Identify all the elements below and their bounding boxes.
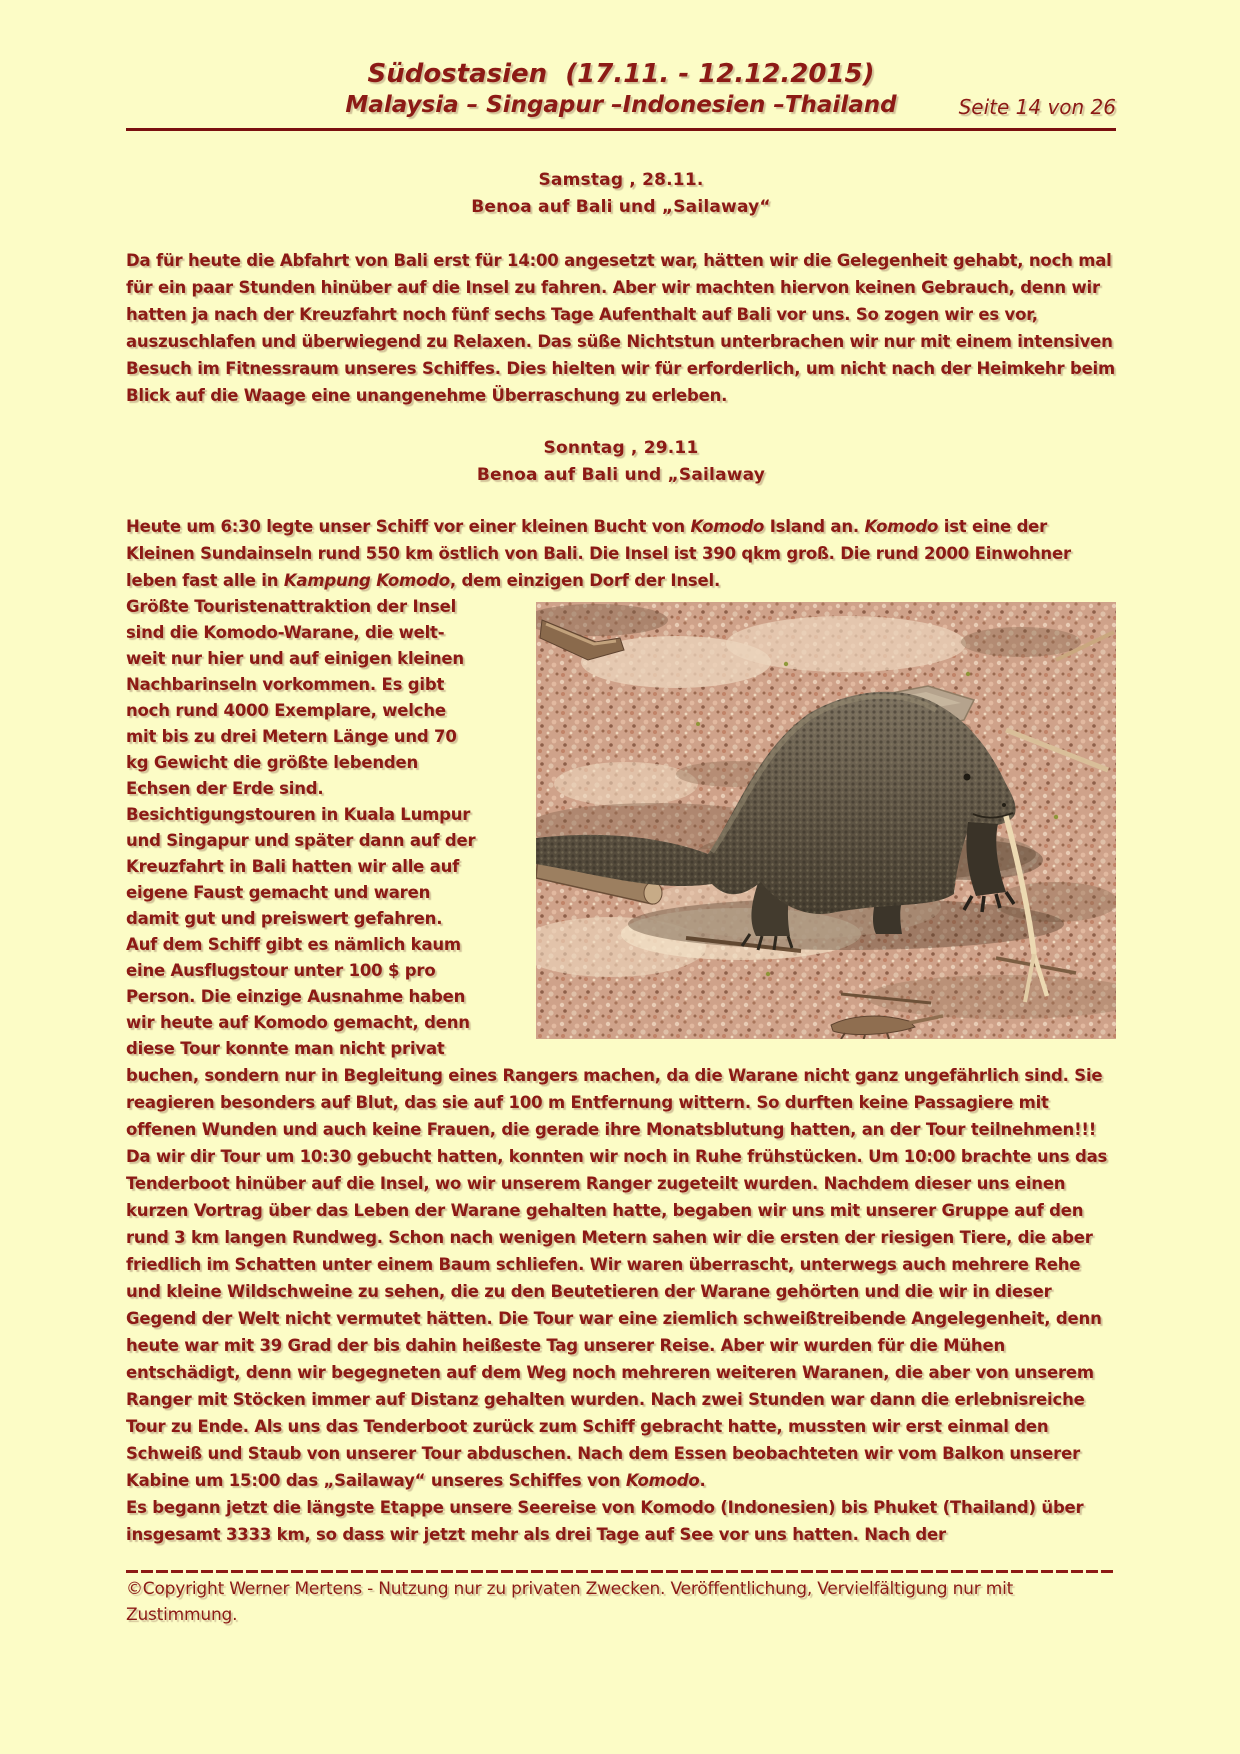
page-footer	[126, 1570, 1116, 1628]
paragraph-tour: Da wir dir Tour um 10:30 gebucht hatten, konnten wir noch in Ruhe frühstücken. Um 10:00 brachte uns das Tenderboot hinüber auf die Insel, wo wir unserem Ranger zugeteilt wurden. Nachdem dieser uns einen kurzen Vortrag über das Leben der Warane gehalten hatte, begaben wir uns mit unserer Gruppe auf den rund 3 km langen Rundweg. Schon nach wenigen Metern sahen wir die ersten der riesigen Tiere, die aber friedlich im Schatten unter einem Baum schliefen. Wir waren überrascht, unterwegs auch mehrere Rehe und kleine Wildschweine zu sehen, die zu den Beutetieren der Warane gehörten und die wir in dieser Gegend der Welt nicht vermutet hätten. Die Tour war eine ziemlich schweißtreibende Angelegenheit, denn heute war mit 39 Grad der bis dahin heißeste Tag unserer Reise. Aber wir wurden für die Mühen entschädigt, denn wir begegneten auf dem Weg noch mehreren weiteren Waranen, die aber von unserem Ranger mit Stöcken immer auf Distanz gehalten wurden. Nach zwei Stunden war dann die erlebnisreiche Tour zu Ende. Als uns das Tenderboot zurück zum Schiff gebracht hatte, mussten wir erst einmal den Schweiß und Staub von unserer Tour abduschen. Nach dem Essen beobachteten wir vom Balkon unserer Kabine um 15:00 das „Sailaway“ unseres Schiffes von Komodo.	[126, 1147, 1108, 1490]
text-line: Kreuzfahrt in Bali hatten wir alle auf	[126, 857, 460, 876]
photo-text-row	[126, 594, 1116, 1062]
komodo-dragon-photo-image	[536, 602, 1116, 1039]
heading-saturday	[126, 167, 1116, 221]
text-line: kg Gewicht die größte lebenden	[126, 753, 419, 772]
text-line: und Singapur und später dann auf der	[126, 831, 476, 850]
text-line: diese Tour konnte man nicht privat	[126, 1039, 445, 1058]
text-line: mit bis zu drei Metern Länge und 70	[126, 727, 457, 746]
dragon-eye	[964, 774, 971, 781]
text-line: wir heute auf Komodo gemacht, denn	[126, 1013, 470, 1032]
report-subtitle: Malaysia – Singapur –Indonesien –Thailand	[345, 92, 897, 118]
text-line: damit gut und preiswert gefahren.	[126, 909, 443, 928]
text-line: Besichtigungstouren in Kuala Lumpur	[126, 805, 471, 824]
report-subtitle-row	[126, 90, 1116, 120]
text-line: Auf dem Schiff gibt es nämlich kaum	[126, 935, 461, 954]
text-line: weit nur hier und auf einigen kleinen	[126, 649, 464, 668]
paragraph-ranger: buchen, sondern nur in Begleitung eines Rangers machen, da die Warane nicht ganz ungefährlich sind. Sie reagieren besonders auf Blut, das sie auf 100 m Entfernung wittern. So durften keine Passagiere mit offenen Wunden und auch keine Frauen, die gerade ihre Monatsblutung hatten, an der Tour teilnehmen!!!	[126, 1066, 1103, 1139]
text-line: Nachbarinseln vorkommen. Es gibt	[126, 675, 445, 694]
komodo-dragon-photo	[536, 602, 1116, 1039]
text-line: Person. Die einzige Ausnahme haben	[126, 987, 466, 1006]
report-title: Südostasien (17.11. - 12.12.2015)	[367, 59, 875, 89]
text-line: Echsen der Erde sind.	[126, 779, 324, 798]
footer-divider	[126, 1570, 1116, 1573]
text-line: noch rund 4000 Exemplare, welche	[126, 701, 446, 720]
page-number: Seite 14 von 26	[958, 95, 1116, 119]
text-line: eine Ausflugstour unter 100 $ pro	[126, 961, 436, 980]
heading-saturday-date: Samstag , 28.11.	[538, 170, 704, 190]
paragraph-sunday-intro: Heute um 6:30 legte unser Schiff vor einer kleinen Bucht von Komodo Island an. Komodo ist eine der Kleinen Sundainseln rund 550 km östlich von Bali. Die Insel ist 390 qkm groß. Die rund 2000 Einwohner leben fast alle in Kampung Komodo, dem einzigen Dorf der Insel.	[126, 517, 1071, 590]
paragraph-saturday: Da für heute die Abfahrt von Bali erst für 14:00 angesetzt war, hätten wir die Gelegenheit gehabt, noch mal für ein paar Stunden hinüber auf die Insel zu fahren. Aber wir machten hiervon keinen Gebrauch, denn wir hatten ja nach der Kreuzfahrt noch fünf sechs Tage Aufenthalt auf Bali vor uns. So zogen wir es vor, auszuschlafen und überwiegend zu Relaxen. Das süße Nichtstun unterbrachen wir nur mit einem intensiven Besuch im Fitnessraum unseres Schiffes. Dies hielten wir für erforderlich, um nicht nach der Heimkehr beim Blick auf die Waage eine unangenehme Überraschung zu erleben.	[126, 251, 1116, 405]
heading-saturday-place: Benoa auf Bali und „Sailaway“	[471, 197, 771, 217]
page-header	[126, 58, 1116, 131]
heading-sunday-place: Benoa auf Bali und „Sailaway	[476, 465, 766, 485]
text-line: eigene Faust gemacht und waren	[126, 883, 431, 902]
heading-sunday	[126, 435, 1116, 489]
text-line: sind die Komodo-Warane, die welt-	[126, 623, 445, 642]
copyright-notice: ©Copyright Werner Mertens - Nutzung nur zu privaten Zwecken. Veröffentlichung, Vervielfältigung nur mit Zustimmung.	[126, 1579, 1014, 1625]
wrapped-text-column	[126, 594, 501, 1062]
paragraph-sea-leg: Es begann jetzt die längste Etappe unsere Seereise von Komodo (Indonesien) bis Phuket (Thailand) über insgesamt 3333 km, so dass wir jetzt mehr als drei Tage auf See vor uns hatten. Nach der	[126, 1498, 1084, 1544]
text-line: Größte Touristenattraktion der Insel	[126, 597, 457, 616]
heading-sunday-date: Sonntag , 29.11	[543, 438, 699, 458]
document-page	[126, 0, 1116, 1628]
